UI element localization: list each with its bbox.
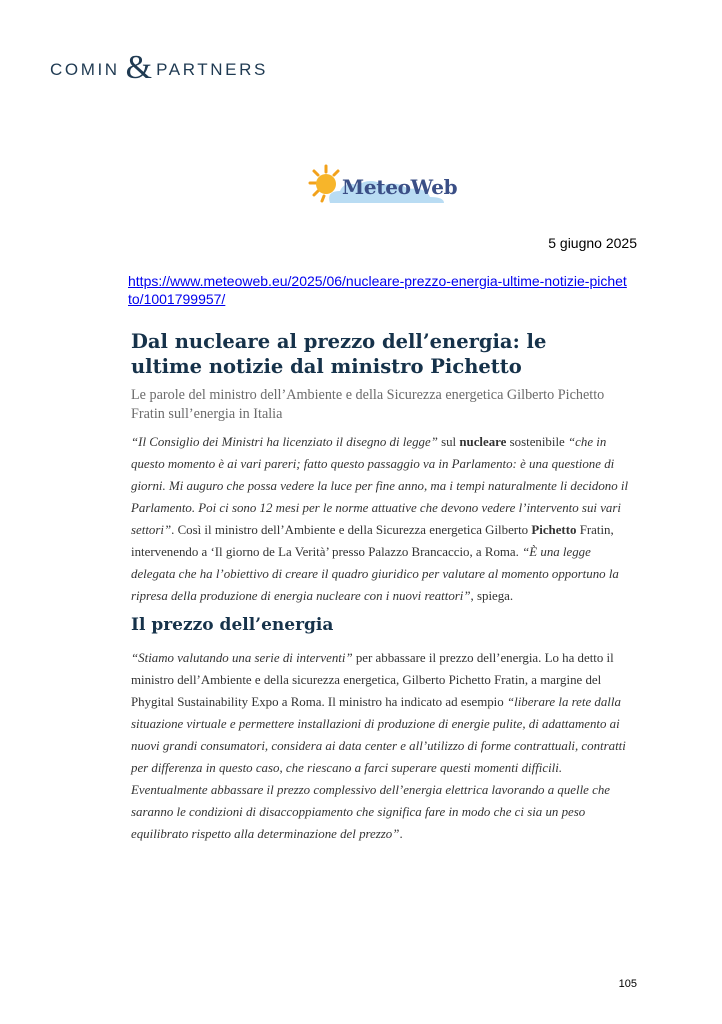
source-link[interactable]: https://www.meteoweb.eu/2025/06/nucleare-prezzo-energia-ultime-notizie-pichetto/1001799957/ — [128, 273, 627, 307]
article-paragraph — [131, 647, 631, 845]
text: . — [399, 827, 403, 841]
section-heading: Il prezzo dell’energia — [131, 615, 334, 635]
article-headline: Dal nucleare al prezzo dell’energia: le ultime notizie dal ministro Pichetto — [131, 330, 547, 378]
bold-term: Pichetto — [531, 523, 577, 537]
article-date: 5 giugno 2025 — [548, 235, 637, 251]
quote: “liberare la rete dalla situazione virtuale e permettere installazioni di produzione di energie pulite, di adattamento ai nuovi grandi consumatori, considera ai data center e all’utilizzo di forme contrattuali, contratti per differenza in questo caso, che riescano a farci superare questi momenti difficili. Eventualmente abbassare il prezzo complessivo dell’energia elettrica lavorando a quelle che saranno le condizioni di disaccoppiamento che significa fare in modo che ci sia un peso equilibrato rispetto alla determinazione del prezzo” — [131, 695, 626, 841]
text: Fratin, intervenendo a ‘Il giorno de La Verità’ presso Palazzo Brancaccio, a Roma. — [131, 523, 614, 559]
text: , spiega. — [470, 589, 514, 603]
quote: “È una legge delegata che ha l’obiettivo di creare il quadro giuridico per valutare al momento opportuno la ripresa della produzione di energia nucleare con i nuovi reattori” — [131, 545, 619, 603]
brand-name-left: COMIN — [50, 60, 120, 79]
brand-name-right: PARTNERS — [156, 60, 268, 79]
quote: “che in questo momento è ai vari pareri; fatto questo passaggio va in Parlamento: è una questione di giorni. Mi auguro che possa vedere la luce per fine anno, ma i tempi naturalmente li decidono il Parlamento. Poi ci sono 12 mesi per le norme attuative che devono vedere l’intervento sui vari settori” — [131, 435, 629, 537]
bold-term: nucleare — [459, 435, 507, 449]
page-number: 105 — [618, 978, 637, 990]
meteoweb-logo — [308, 163, 458, 211]
brand-ampersand: & — [125, 49, 153, 86]
quote: “Stiamo valutando una serie di interventi” — [131, 651, 353, 665]
brand-logo — [50, 49, 268, 86]
text: sul — [437, 435, 460, 449]
article-paragraph — [131, 431, 631, 607]
quote: “Il Consiglio dei Ministri ha licenziato il disegno di legge” — [131, 435, 438, 449]
text: sostenibile — [506, 435, 568, 449]
article-subtitle: Le parole del ministro dell’Ambiente e della Sicurezza energetica Gilberto Pichetto Fratin sull’energia in Italia — [131, 387, 605, 422]
meteoweb-wordmark: MeteoWeb — [342, 175, 458, 199]
text: per abbassare il prezzo dell’energia. Lo ha detto il ministro dell’Ambiente e della sicurezza energetica, Gilberto Pichetto Fratin, a margine del Phygital Sustainability Expo a Roma. Il ministro ha indicato ad esempio — [131, 651, 614, 709]
text: . Così il ministro dell’Ambiente e della Sicurezza energetica Gilberto — [171, 523, 532, 537]
